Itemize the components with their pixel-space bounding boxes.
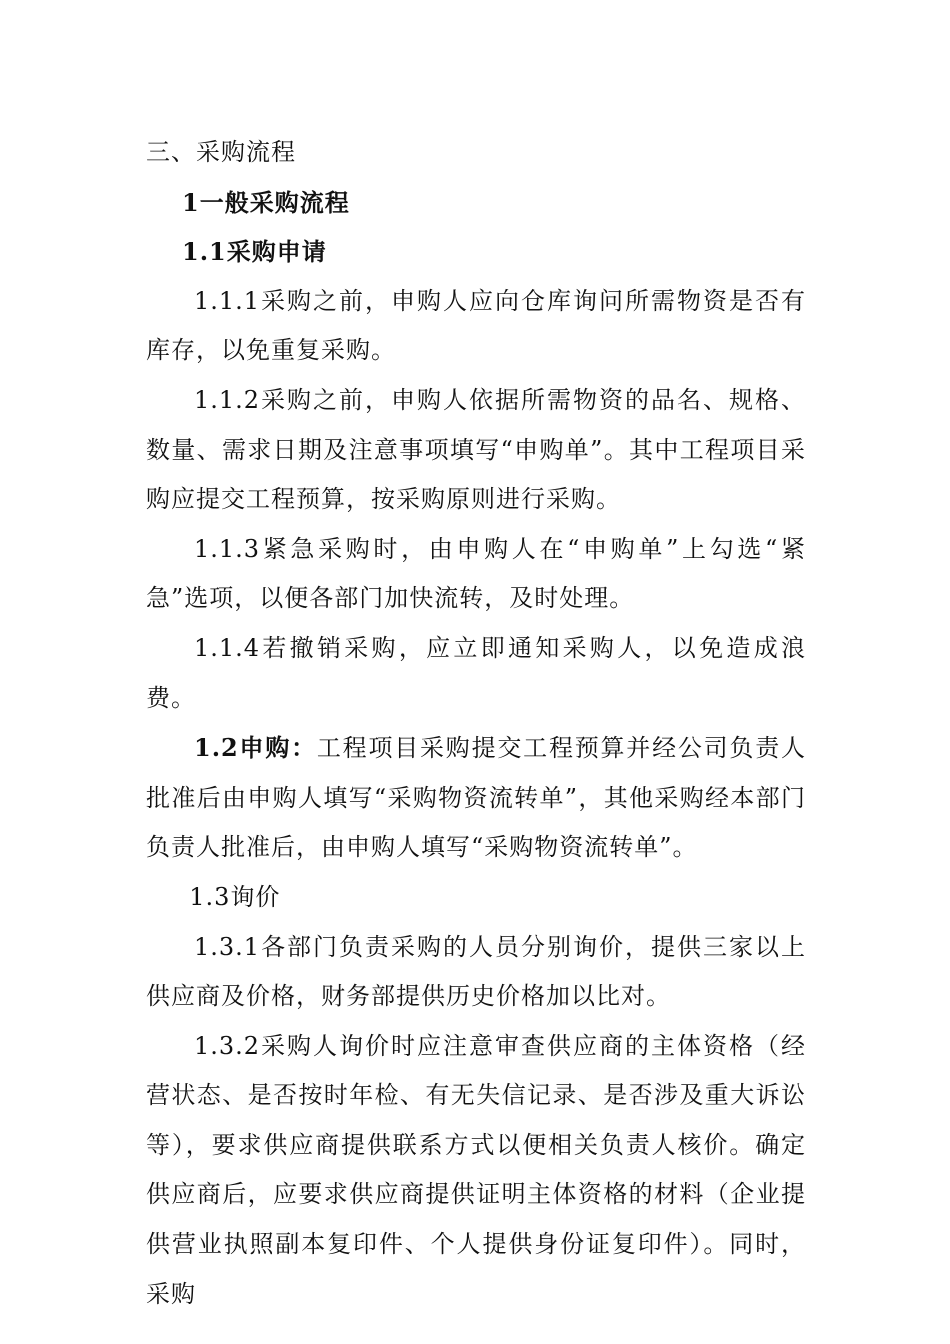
heading-1: 1一般采购流程 bbox=[182, 187, 350, 217]
section-title: 三、采购流程 bbox=[146, 138, 296, 166]
paragraph-1-3-2: 1.3.2采购人询价时应注意审查供应商的主体资格（经营状态、是否按时年检、有无失信记录、是否涉及重大诉讼等），要求供应商提供联系方式以便相关负责人核价。确定供应商后，应要求供应商提供证明主体资格的材料（企业提供营业执照副本复印件、个人提供身份证复印件）。同时，采购 bbox=[146, 1031, 806, 1308]
paragraph-1-1-4: 1.1.4若撤销采购，应立即通知采购人，以免造成浪费。 bbox=[146, 633, 806, 712]
document-body bbox=[146, 128, 806, 1319]
heading-1-3: 1.3询价 bbox=[189, 882, 281, 911]
paragraph-1-1-3: 1.1.3紧急采购时，由申购人在“申购单”上勾选“紧急”选项，以便各部门加快流转，及时处理。 bbox=[146, 534, 806, 613]
heading-1-2-lead: 1.2申购： bbox=[194, 733, 317, 763]
paragraph-1-3-1: 1.3.1各部门负责采购的人员分别询价，提供三家以上供应商及价格，财务部提供历史价格加以比对。 bbox=[146, 932, 806, 1011]
heading-1-1: 1.1采购申请 bbox=[182, 237, 327, 267]
paragraph-1-1-1: 1.1.1采购之前，申购人应向仓库询问所需物资是否有库存，以免重复采购。 bbox=[146, 286, 806, 365]
paragraph-1-2 bbox=[146, 723, 806, 873]
paragraph-1-2-text: 工程项目采购提交工程预算并经公司负责人批准后由申购人填写“采购物资流转单”，其他采购经本部门负责人批准后，由申购人填写“采购物资流转单”。 bbox=[146, 734, 806, 862]
paragraph-1-1-2: 1.1.2采购之前，申购人依据所需物资的品名、规格、数量、需求日期及注意事项填写“申购单”。其中工程项目采购应提交工程预算，按采购原则进行采购。 bbox=[146, 385, 806, 514]
